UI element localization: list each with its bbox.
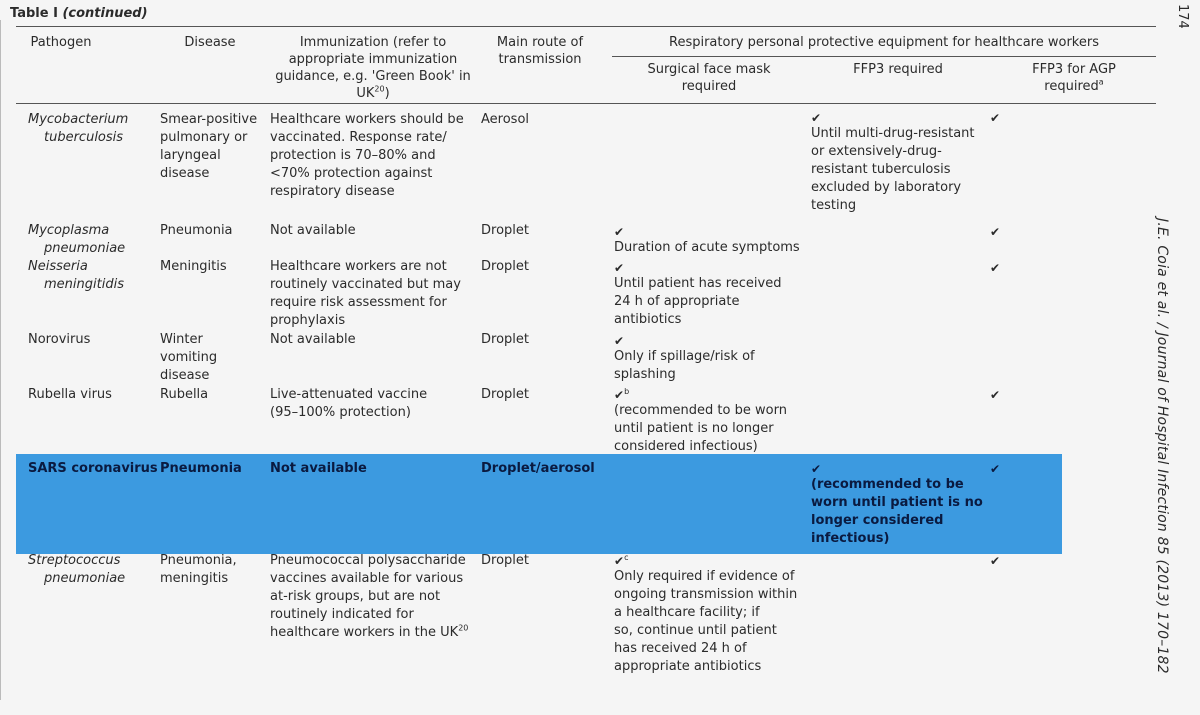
header-surgical-l2: required [681,79,737,94]
ffp3-note-l3: longer considered [811,513,944,528]
header-ffp3-agp [990,61,1158,95]
header-ffp3agp-l2: required$^a$ [1044,77,1104,94]
footnote-a: a [1098,77,1104,87]
disease-l2: pulmonary or [160,130,248,145]
header-disease: Disease [184,35,236,50]
header-immunization-l2: appropriate immunization [288,52,458,67]
ffp3-note-l4: excluded by laboratory [811,180,962,195]
header-rpe-group: Respiratory personal protective equipment for healthcare workers [669,35,1099,50]
imm-l5: respiratory disease [270,184,395,199]
footnote-b: b [624,387,630,396]
imm-l1: Healthcare workers should be [270,112,464,127]
surgical-cell [614,554,810,676]
surgical-note-l3: considered infectious) [614,439,758,454]
ffp3-note-l3: resistant tuberculosis [811,162,951,177]
imm-l4: <70% protection against [270,166,433,181]
route-cell: Droplet [481,387,529,402]
surgical-cell [614,261,810,329]
check-icon: ✔$^b$ [614,387,630,402]
ffp3agp-cell [990,261,1030,275]
imm-l3: protection is 70–80% and [270,148,436,163]
footnote-c: c [624,553,629,562]
surgical-note-l1: Only required if evidence of [614,569,795,584]
header-surgical-l1: Surgical face mask [647,62,771,77]
surgical-note-l4: so, continue until patient [614,623,777,638]
pathogen-cell [28,111,156,147]
surgical-note-l2: ongoing transmission within [614,587,798,602]
disease-l1: Winter [160,332,203,347]
header-route-l2: transmission [498,52,582,67]
imm-l2: vaccinated. Response rate/ [270,130,447,145]
disease-l3: disease [160,368,210,383]
disease-cell [160,111,264,183]
page-number: 174 [1175,4,1190,29]
check-icon: ✔ [990,225,1001,239]
ffp3agp-cell [990,388,1030,402]
imm-l1: Live-attenuated vaccine [270,387,428,402]
header-ffp3: FFP3 required [853,62,943,77]
check-icon: ✔ [614,225,625,239]
caption-suffix: (continued) [62,6,148,21]
ffp3agp-cell [990,225,1030,239]
surgical-note-l2: until patient is no longer [614,421,774,436]
pathogen-l1: Mycoplasma [28,223,110,238]
disease-l4: disease [160,166,210,181]
imm-l2: routinely vaccinated but may [270,277,461,292]
ffp3agp-cell [990,462,1030,476]
header-immunization-l4: UK$^{20}$) [356,84,390,101]
ffp3-note-l1: Until multi-drug-resistant [811,126,975,141]
header-rule [16,103,1156,104]
imm-l1: Pneumococcal polysaccharide [270,553,466,568]
disease-cell: Pneumonia [160,461,242,476]
header-surgical-mask [612,61,806,95]
imm-l1: Healthcare workers are not [270,259,447,274]
imm-l2: (95–100% protection) [270,405,411,420]
header-immunization-l3: guidance, e.g. 'Green Book' in [275,69,471,84]
surgical-cell [614,225,810,257]
caption-label: Table I [10,6,58,21]
disease-cell [160,331,264,385]
pathogen-cell: Rubella virus [28,387,112,402]
ffp3agp-cell [990,111,1030,125]
pathogen-l2: pneumoniae [44,571,126,586]
top-rule [16,26,1156,27]
pathogen-l1: Neisseria [28,259,88,274]
surgical-note-l2: 24 h of appropriate [614,294,740,309]
header-immunization-l1: Immunization (refer to [299,35,447,50]
ffp3-cell [811,462,991,548]
immunization-cell: Not available [270,461,367,476]
surgical-note-l1: (recommended to be worn [614,403,787,418]
immunization-cell [270,258,476,330]
immunization-cell: Not available [270,223,356,238]
header-route-l1: Main route of [496,35,584,50]
imm-l3: at-risk groups, but are not [270,589,441,604]
surgical-note-l6: appropriate antibiotics [614,659,762,674]
surgical-note-l3: antibiotics [614,312,682,327]
check-icon: ✔ [811,111,822,125]
ffp3-note-l1: (recommended to be [811,477,964,492]
ffp3agp-cell [990,554,1030,568]
imm-l3: require risk assessment for [270,295,447,310]
disease-cell [160,552,264,588]
ffp3-note-l2: worn until patient is no [811,495,983,510]
surgical-note-l1: Only if spillage/risk of [614,349,755,364]
pathogen-l2: pneumoniae [44,241,126,256]
header-pathogen: Pathogen [30,35,92,50]
table-caption [10,6,148,21]
pathogen-cell: SARS coronavirus [28,461,158,476]
header-route [480,34,600,68]
route-cell: Droplet [481,553,529,568]
disease-l1: Pneumonia, [160,553,237,568]
route-cell: Droplet [481,332,529,347]
surgical-note-l1: Until patient has received [614,276,782,291]
disease-cell: Meningitis [160,259,227,274]
pathogen-l1: Mycobacterium [28,112,129,127]
ffp3-cell [811,111,987,215]
surgical-note-l3: a healthcare facility; if [614,605,760,620]
check-icon: ✔ [990,261,1001,275]
surgical-note: Duration of acute symptoms [614,240,800,255]
pathogen-l1: Streptococcus [28,553,121,568]
imm-l4: routinely indicated for [270,607,414,622]
group-rule [612,56,1156,57]
check-icon: ✔ [614,334,625,348]
immunization-cell [270,111,476,201]
imm-l2: vaccines available for various [270,571,464,586]
pathogen-cell: Norovirus [28,332,91,347]
surgical-note-l5: has received 24 h of [614,641,747,656]
immunization-cell: Not available [270,332,356,347]
ffp3-note-l5: testing [811,198,857,213]
page-edge [0,20,1,700]
immunization-cell [270,552,480,642]
header-immunization [268,34,478,102]
disease-l2: meningitis [160,571,229,586]
check-icon: ✔ [811,462,822,476]
running-head: J.E. Coia et al. / Journal of Hospital Infection 85 (2013) 170–182 [1154,218,1170,674]
disease-l3: laryngeal [160,148,221,163]
pathogen-cell [28,222,156,258]
pathogen-cell [28,552,156,588]
disease-cell: Rubella [160,387,209,402]
surgical-cell [614,388,810,456]
check-icon: ✔ [990,111,1001,125]
surgical-cell [614,334,810,384]
disease-l2: vomiting [160,350,218,365]
check-icon: ✔ [990,554,1001,568]
imm-l4: prophylaxis [270,313,346,328]
check-icon: ✔$^c$ [614,553,629,568]
ffp3-note-l2: or extensively-drug- [811,144,942,159]
pathogen-cell [28,258,156,294]
pathogen-l2: meningitidis [44,277,124,292]
imm-l5: healthcare workers in the UK$^{20}$ [270,623,469,640]
route-cell: Droplet [481,223,529,238]
route-cell: Droplet [481,259,529,274]
surgical-note-l2: splashing [614,367,676,382]
pathogen-l2: tuberculosis [44,130,124,145]
check-icon: ✔ [990,462,1001,476]
route-cell: Droplet/aerosol [481,461,595,476]
immunization-ref: 20 [458,623,469,633]
disease-l1: Smear-positive [160,112,258,127]
disease-cell: Pneumonia [160,223,233,238]
immunization-ref: 20 [374,84,385,94]
check-icon: ✔ [614,261,625,275]
header-ffp3agp-l1: FFP3 for AGP [1032,62,1116,77]
ffp3-note-l4: infectious) [811,531,890,546]
immunization-cell [270,386,476,422]
check-icon: ✔ [990,388,1001,402]
route-cell: Aerosol [481,112,530,127]
